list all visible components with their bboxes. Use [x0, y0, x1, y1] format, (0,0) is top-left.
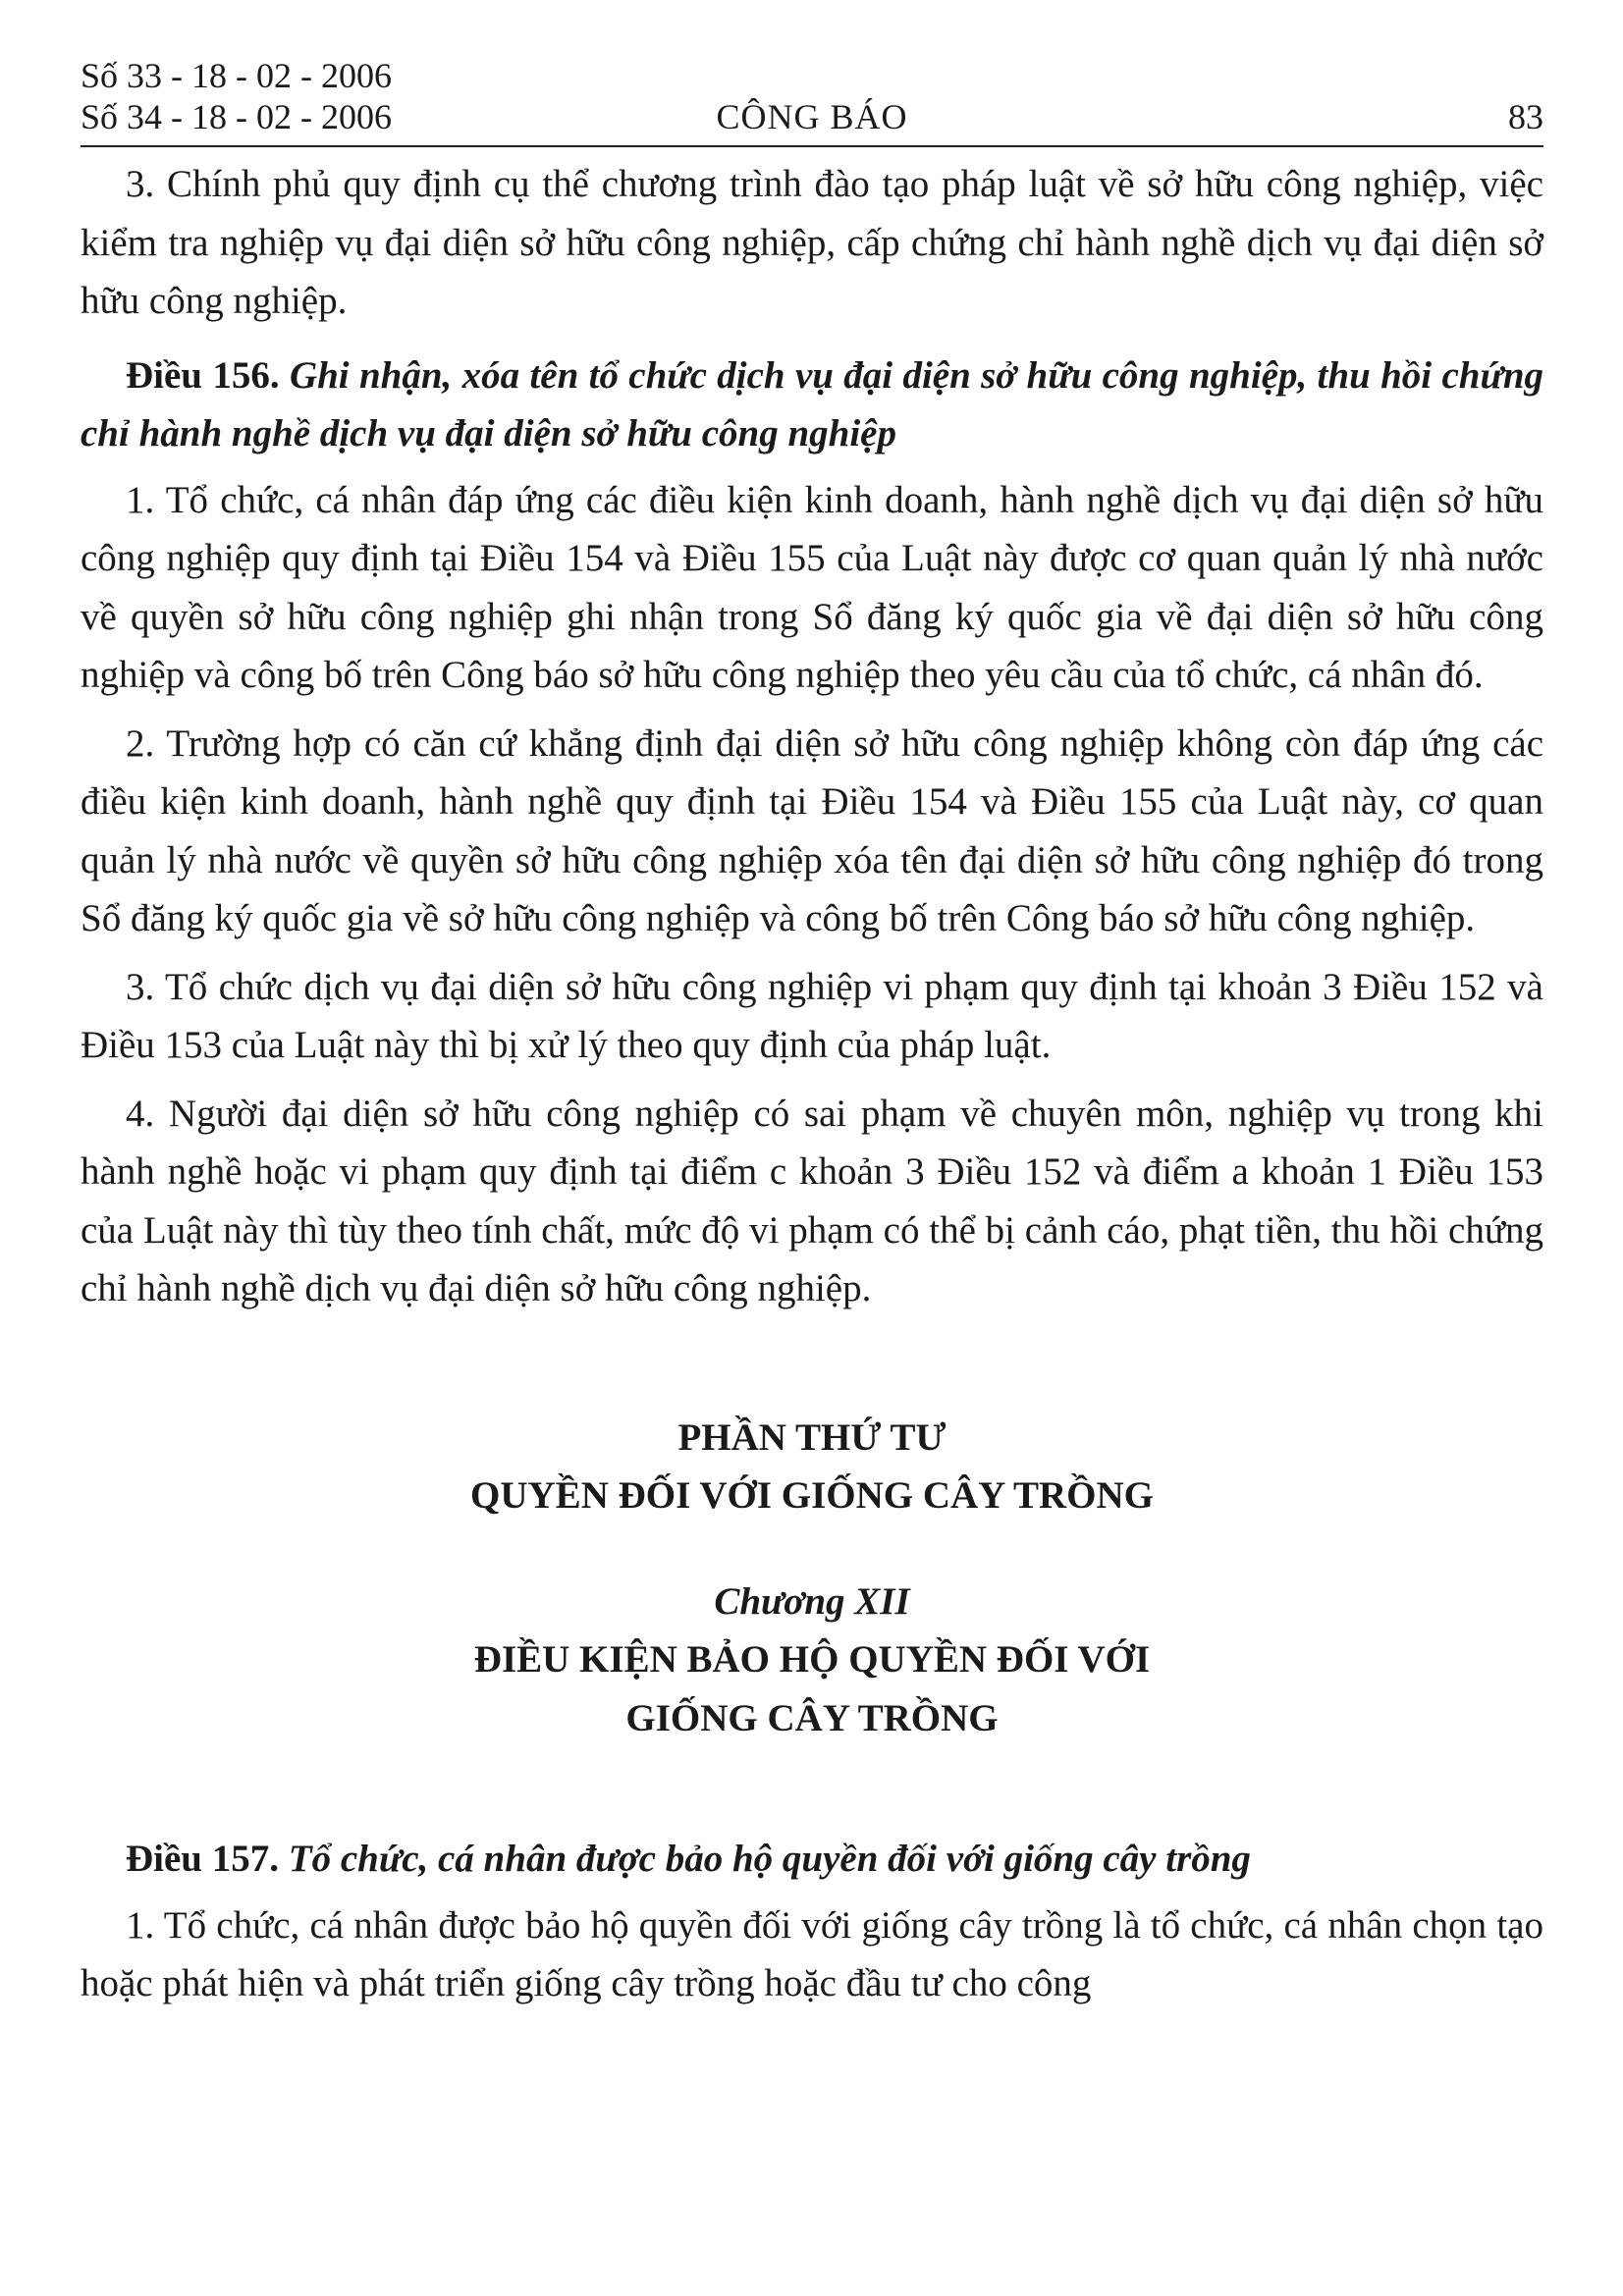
page-header: [81, 51, 1543, 147]
chapter-heading: [81, 1573, 1543, 1748]
publication-name: CÔNG BÁO: [716, 97, 908, 136]
intro-paragraph: 3. Chính phủ quy định cụ thể chương trình đào tạo pháp luật về sở hữu công nghiệp, việc kiểm tra nghiệp vụ đại diện sở hữu công nghiệp, cấp chứng chỉ hành nghề dịch vụ đại diện sở hữu công nghiệp.: [81, 163, 1543, 322]
article-157-paragraph: 1. Tổ chức, cá nhân được bảo hộ quyền đối với giống cây trồng là tổ chức, cá nhân chọn tạo hoặc phát hiện và phát triển giống cây trồng hoặc đầu tư cho công: [81, 1903, 1543, 2004]
document-page: [81, 51, 1543, 2013]
part-heading: [81, 1409, 1543, 1525]
page-number: 83: [1508, 97, 1543, 136]
issue-line-1: Số 33 - 18 - 02 - 2006: [81, 56, 392, 95]
issue-line-2: Số 34 - 18 - 02 - 2006: [81, 97, 392, 136]
part-label: PHẦN THỨ TƯ: [677, 1415, 947, 1459]
article-156-paragraph: 3. Tổ chức dịch vụ đại diện sở hữu công nghiệp vi phạm quy định tại khoản 3 Điều 152 và Điều 153 của Luật này thì bị xử lý theo quy định của pháp luật.: [81, 965, 1543, 1066]
article-157-heading: [81, 1830, 1543, 1889]
chapter-title-line-1: ĐIỀU KIỆN BẢO HỘ QUYỀN ĐỐI VỚI: [473, 1638, 1151, 1681]
article-157-number: Điều 157.: [126, 1838, 279, 1880]
article-156-title: Ghi nhận, xóa tên tổ chức dịch vụ đại diện sở hữu công nghiệp, thu hồi chứng chỉ hành nghề dịch vụ đại diện sở hữu công nghiệp: [81, 353, 1544, 454]
article-156-heading: [81, 347, 1543, 463]
article-156-paragraph: 2. Trường hợp có căn cứ khẳng định đại diện sở hữu công nghiệp không còn đáp ứng các điều kiện kinh doanh, hành nghề quy định tại Điều 154 và Điều 155 của Luật này, cơ quan quản lý nhà nước về quyền sở hữu công nghiệp xóa tên đại diện sở hữu công nghiệp đó trong Sổ đăng ký quốc gia về sở hữu công nghiệp và công bố trên Công báo sở hữu công nghiệp.: [81, 721, 1543, 939]
chapter-title-line-2: GIỐNG CÂY TRỒNG: [625, 1696, 999, 1739]
article-156-number: Điều 156.: [126, 353, 280, 397]
document-body: [81, 155, 1543, 2013]
article-156-paragraph: 1. Tổ chức, cá nhân đáp ứng các điều kiện kinh doanh, hành nghề dịch vụ đại diện sở hữu công nghiệp quy định tại Điều 154 và Điều 155 của Luật này được cơ quan quản lý nhà nước về quyền sở hữu công nghiệp ghi nhận trong Sổ đăng ký quốc gia về đại diện sở hữu công nghiệp và công bố trên Công báo sở hữu công nghiệp theo yêu cầu của tổ chức, cá nhân đó.: [81, 478, 1543, 696]
chapter-label: Chương XII: [714, 1579, 910, 1623]
part-title: QUYỀN ĐỐI VỚI GIỐNG CÂY TRỒNG: [470, 1474, 1154, 1517]
article-156-paragraph: 4. Người đại diện sở hữu công nghiệp có sai phạm về chuyên môn, nghiệp vụ trong khi hành nghề hoặc vi phạm quy định tại điểm c khoản 3 Điều 152 và điểm a khoản 1 Điều 153 của Luật này thì tùy theo tính chất, mức độ vi phạm có thể bị cảnh cáo, phạt tiền, thu hồi chứng chỉ hành nghề dịch vụ đại diện sở hữu công nghiệp.: [81, 1092, 1543, 1309]
article-157-title: Tổ chức, cá nhân được bảo hộ quyền đối với giống cây trồng: [288, 1838, 1251, 1880]
